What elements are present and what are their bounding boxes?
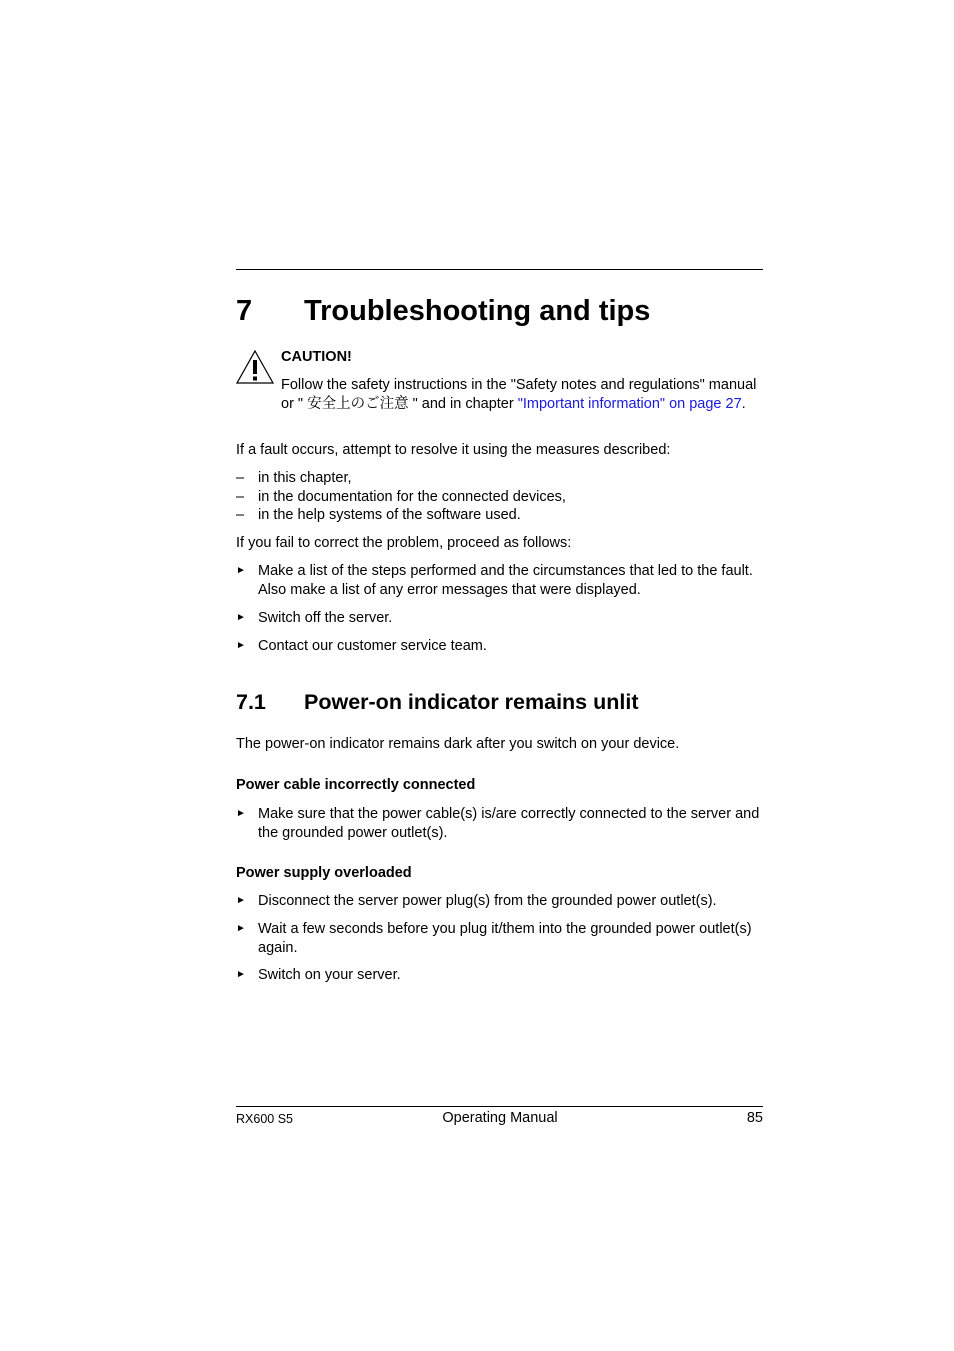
dash-marker: – xyxy=(236,507,245,523)
chapter-number: 7 xyxy=(236,295,253,327)
section-title: Power-on indicator remains unlit xyxy=(304,690,639,714)
triangle-bullet-icon: ► xyxy=(236,640,246,651)
triangle-bullet-icon: ► xyxy=(236,895,246,906)
caution-warning-icon xyxy=(236,349,274,385)
section-intro-paragraph: The power-on indicator remains dark after you switch on your device. xyxy=(236,736,680,752)
dash-marker: – xyxy=(236,470,245,486)
footer-product-name: RX600 S5 xyxy=(236,1112,293,1126)
triangle-bullet-icon: ► xyxy=(236,612,246,623)
triangle-bullet-icon: ► xyxy=(236,923,246,934)
caution-text-before: Follow the safety instructions in the "Safety notes and regulations" manual or " 安全上のご注意 " and in chapter xyxy=(281,377,757,412)
step-text: Switch off the server. xyxy=(258,610,393,626)
triangle-bullet-icon: ► xyxy=(236,565,246,576)
list-item-text: in this chapter, xyxy=(258,470,352,486)
chapter-title: Troubleshooting and tips xyxy=(304,295,651,327)
triangle-bullet-icon: ► xyxy=(236,808,246,819)
top-rule xyxy=(236,269,763,270)
footer-page-number: 85 xyxy=(746,1110,763,1126)
step-text: Make sure that the power cable(s) is/are correctly connected to the server and the grounded power outlet(s). xyxy=(258,806,760,841)
fail-intro-paragraph: If you fail to correct the problem, proceed as follows: xyxy=(236,535,572,551)
list-item-text: in the documentation for the connected devices, xyxy=(258,489,566,505)
step-text: Make a list of the steps performed and the circumstances that led to the fault. Also make a list of any error messages that were displayed. xyxy=(258,563,753,598)
footer-manual-title: Operating Manual xyxy=(442,1110,558,1126)
step-text: Switch on your server. xyxy=(258,967,401,983)
caution-text-after: . xyxy=(741,395,746,412)
caution-text xyxy=(281,376,763,413)
subsection-heading: Power supply overloaded xyxy=(236,865,412,881)
step-text: Disconnect the server power plug(s) from the grounded power outlet(s). xyxy=(258,893,717,909)
section-number: 7.1 xyxy=(236,690,266,714)
step-text: Contact our customer service team. xyxy=(258,638,487,654)
footer-rule xyxy=(236,1106,763,1107)
subsection-heading: Power cable incorrectly connected xyxy=(236,777,476,793)
important-information-link[interactable]: "Important information" on page 27 xyxy=(517,395,742,412)
step-text: Wait a few seconds before you plug it/them into the grounded power outlet(s) again. xyxy=(258,921,752,956)
list-item-text: in the help systems of the software used. xyxy=(258,507,521,523)
triangle-bullet-icon: ► xyxy=(236,969,246,980)
intro-paragraph: If a fault occurs, attempt to resolve it using the measures described: xyxy=(236,442,671,458)
caution-label: CAUTION! xyxy=(281,349,352,365)
dash-marker: – xyxy=(236,489,245,505)
